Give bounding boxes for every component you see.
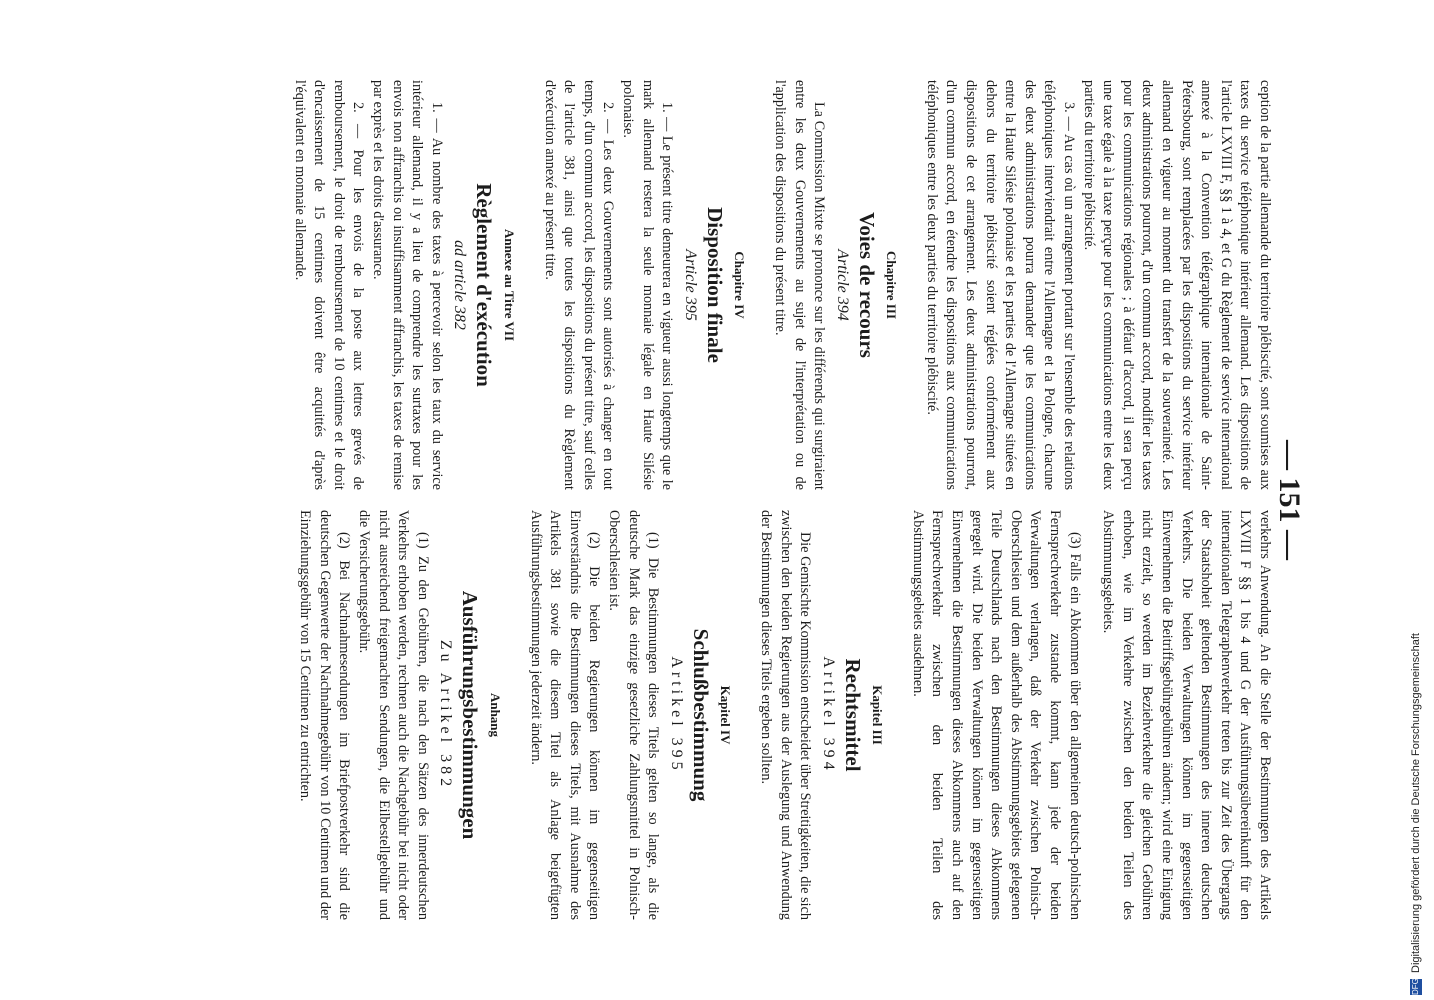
digitization-note-text: Digitalisierung gefördert durch die Deutsche Forschungsgemeinschaft xyxy=(1410,633,1422,973)
german-annex-p2: (2) Bei Nachnahmesendungen im Briefpostverkehr sind die deutschen Gegenwerte der Nachnahmegebühr von 10 Centimen und der Einziehungsgebühr von 15 Centimen zu entrichten. xyxy=(297,510,353,920)
french-article394-text: La Commission Mixte se prononce sur les différends qui surgiraient entre les deux Gouvernements au sujet de l'interprétation ou de l'application des dispositions du présent titre. xyxy=(771,80,828,490)
german-article395-p1: (1) Die Bestimmungen dieses Titels gelten so lange, als die deutsche Mark das einzige gesetzliche Zahlungsmittel in Polnisch-Oberschlesien ist. xyxy=(605,510,662,920)
german-annex-p1: (1) Zu den Gebühren, die nach den Sätzen des innerdeutschen Verkehrs erhoben werden, rechnen auch die Nachgebühr bei nicht oder nicht ausreichend freigemachten Sendungen, die Eilbestellgebühr und die Versicherungsgebühr. xyxy=(356,510,431,920)
german-annex-title: Ausführungsbestimmungen xyxy=(458,590,483,840)
page-number: — 151 — xyxy=(1273,440,1306,560)
german-chapter3-label: Kapitel III xyxy=(870,685,886,745)
german-chapter3-title: Rechtsmittel xyxy=(840,658,865,772)
french-chapter3-title: Voies de recours xyxy=(854,212,879,358)
german-column xyxy=(295,510,1274,920)
french-chapter4-title: Disposition finale xyxy=(702,207,727,363)
french-annex-article: ad article 382 xyxy=(451,240,469,330)
german-annex-article: Zu Artikel 382 xyxy=(437,639,455,791)
french-annex-p2: 2. — Pour les envois de la poste aux lettres grevés de remboursement, le droit de remboursement de 10 centimes et le droit d'encaissement de 15 centimes doivent être acquittés d'après l'équivalent en monnaie allemande. xyxy=(291,80,367,490)
french-article395-label: Article 395 xyxy=(681,249,699,321)
french-article395-p1: 1. — Le présent titre demeurera en vigueur aussi longtemps que le mark allemand restera la seule monnaie légale en Haute Silésie polonaise. xyxy=(619,80,676,490)
german-intro-paragraph: verkehrs Anwendung. An die Stelle der Bestimmungen des Artikels LXVIII F §§ 1 bis 4 und G der Ausführungsübereinkunft für den internationalen Telegraphenverkehr treten bis zur Zeit des Übergangs der Staatshoheit geltenden Bestimmungen des inneren deutschen Verkehrs. Die beiden Verwaltungen können im gegenseitigen Einvernehmen die Beitriffsgebührgebühren ändern; wird eine Einigung nicht erzielt, so werden im Beziehverkehre die gleichen Gebühren erhoben, wie im Verkehre zwischen den beiden Teilen des Abstimmungsgebiets. xyxy=(1100,510,1273,920)
french-article394-label: Article 394 xyxy=(833,249,851,321)
french-article395-p2: 2. — Les deux Gouvernements sont autorisés à changer en tout temps, d'un commun accord, les dispositions du présent titre, sauf celles de l'article 381, ainsi que toutes les dispositions du Règlement d'exécution annexé au présent titre. xyxy=(541,80,617,490)
german-chapter4-title: Schlußbestimmung xyxy=(688,628,713,802)
french-annex-label: Annexe au Titre VII xyxy=(502,228,517,342)
german-article394-text: Die Gemischte Kommission entscheidet über Streitigkeiten, die sich zwischen den beiden Regierungen aus der Auslegung und Anwendung der Bestimmungen dieses Titels ergeben sollten. xyxy=(757,510,814,920)
french-annex-p1: 1. — Au nombre des taxes à percevoir selon les taux du service intérieur allemand, il y a lieu de comprendre les surtaxes pour les envois non affranchis ou insuffisamment affranchis, les taxes de remise par exprès et les droits d'assurance. xyxy=(370,80,445,490)
french-chapter4-label: Chapitre IV xyxy=(732,251,748,319)
german-article395-label: Artikel 395 xyxy=(667,656,685,774)
german-paragraph-3: (3) Falls ein Abkommen über den allgemeinen deutsch-polnischen Fernsprechverkehr zustande kommt, kann jede der beiden Verwaltungen verlangen, daß der Verkehr zwischen Polnisch-Oberschlesien und dem außerhalb des Abstimmungsgebiets gelegenen Teile Deutschlands nach den Bestimmungen dieses Abkommens geregelt wird. Die beiden Verwaltungen können im gegenseitigen Einvernehmen die Bestimmungen dieses Abkommens auch auf den Fernsprechverkehr zwischen den beiden Teilen des Abstimmungsgebiets ausdehnen. xyxy=(909,510,1083,920)
french-paragraph-3: 3. — Au cas où un arrangement portant sur l'ensemble des relations téléphoniques interviendrait entre l'Allemagne et la Pologne, chacune des deux administrations pourra demander que les communications entre la Haute Silésie polonaise et les parties de l'Allemagne situées en dehors du territoire plébiscité soient réglées conformément aux dispositions de cet arrangement. Les deux administrations pourront, d'un commun accord, en étendre les dispositions aux communications téléphoniques entre les deux parties du territoire plébiscité. xyxy=(923,80,1078,490)
french-column xyxy=(289,80,1274,490)
french-intro-paragraph: ception de la partie allemande du territoire plébiscité, sont soumises aux taxes du service téléphonique intérieur allemand. Les dispositions de l'article LXVIII F, §§ 1 à 4, et G du Règlement de service international annexé à la Convention télégraphique internationale de Saint-Pétersbourg, sont remplacées par les dispositions du service intérieur allemand en vigueur au moment du transfert de la souveraineté. Les deux administrations pourront, d'un commun accord, modifier les taxes pour les communications régionales ; à défaut d'accord, il sera perçu une taxe égale à la taxe perçue pour les communications entre les deux parties du territoire plébiscité. xyxy=(1080,80,1273,490)
german-chapter4-label: Kapitel IV xyxy=(718,685,734,745)
german-annex-label: Anhang xyxy=(488,692,503,738)
french-chapter3-label: Chapitre III xyxy=(884,250,900,320)
dfg-logo-icon: DFG xyxy=(1411,978,1421,995)
german-article395-p2: (2) Die beiden Regierungen können im gegenseitigen Einverständnis die Bestimmungen dieses Titels, mit Ausnahme des Artikels 381 sowie die diesem Titel als Anlage beigefügten Ausführungsbestimmungen jederzeit ändern. xyxy=(527,510,603,920)
french-annex-title: Règlement d'exécution xyxy=(472,183,497,387)
german-article394-label: Artikel 394 xyxy=(819,656,837,774)
